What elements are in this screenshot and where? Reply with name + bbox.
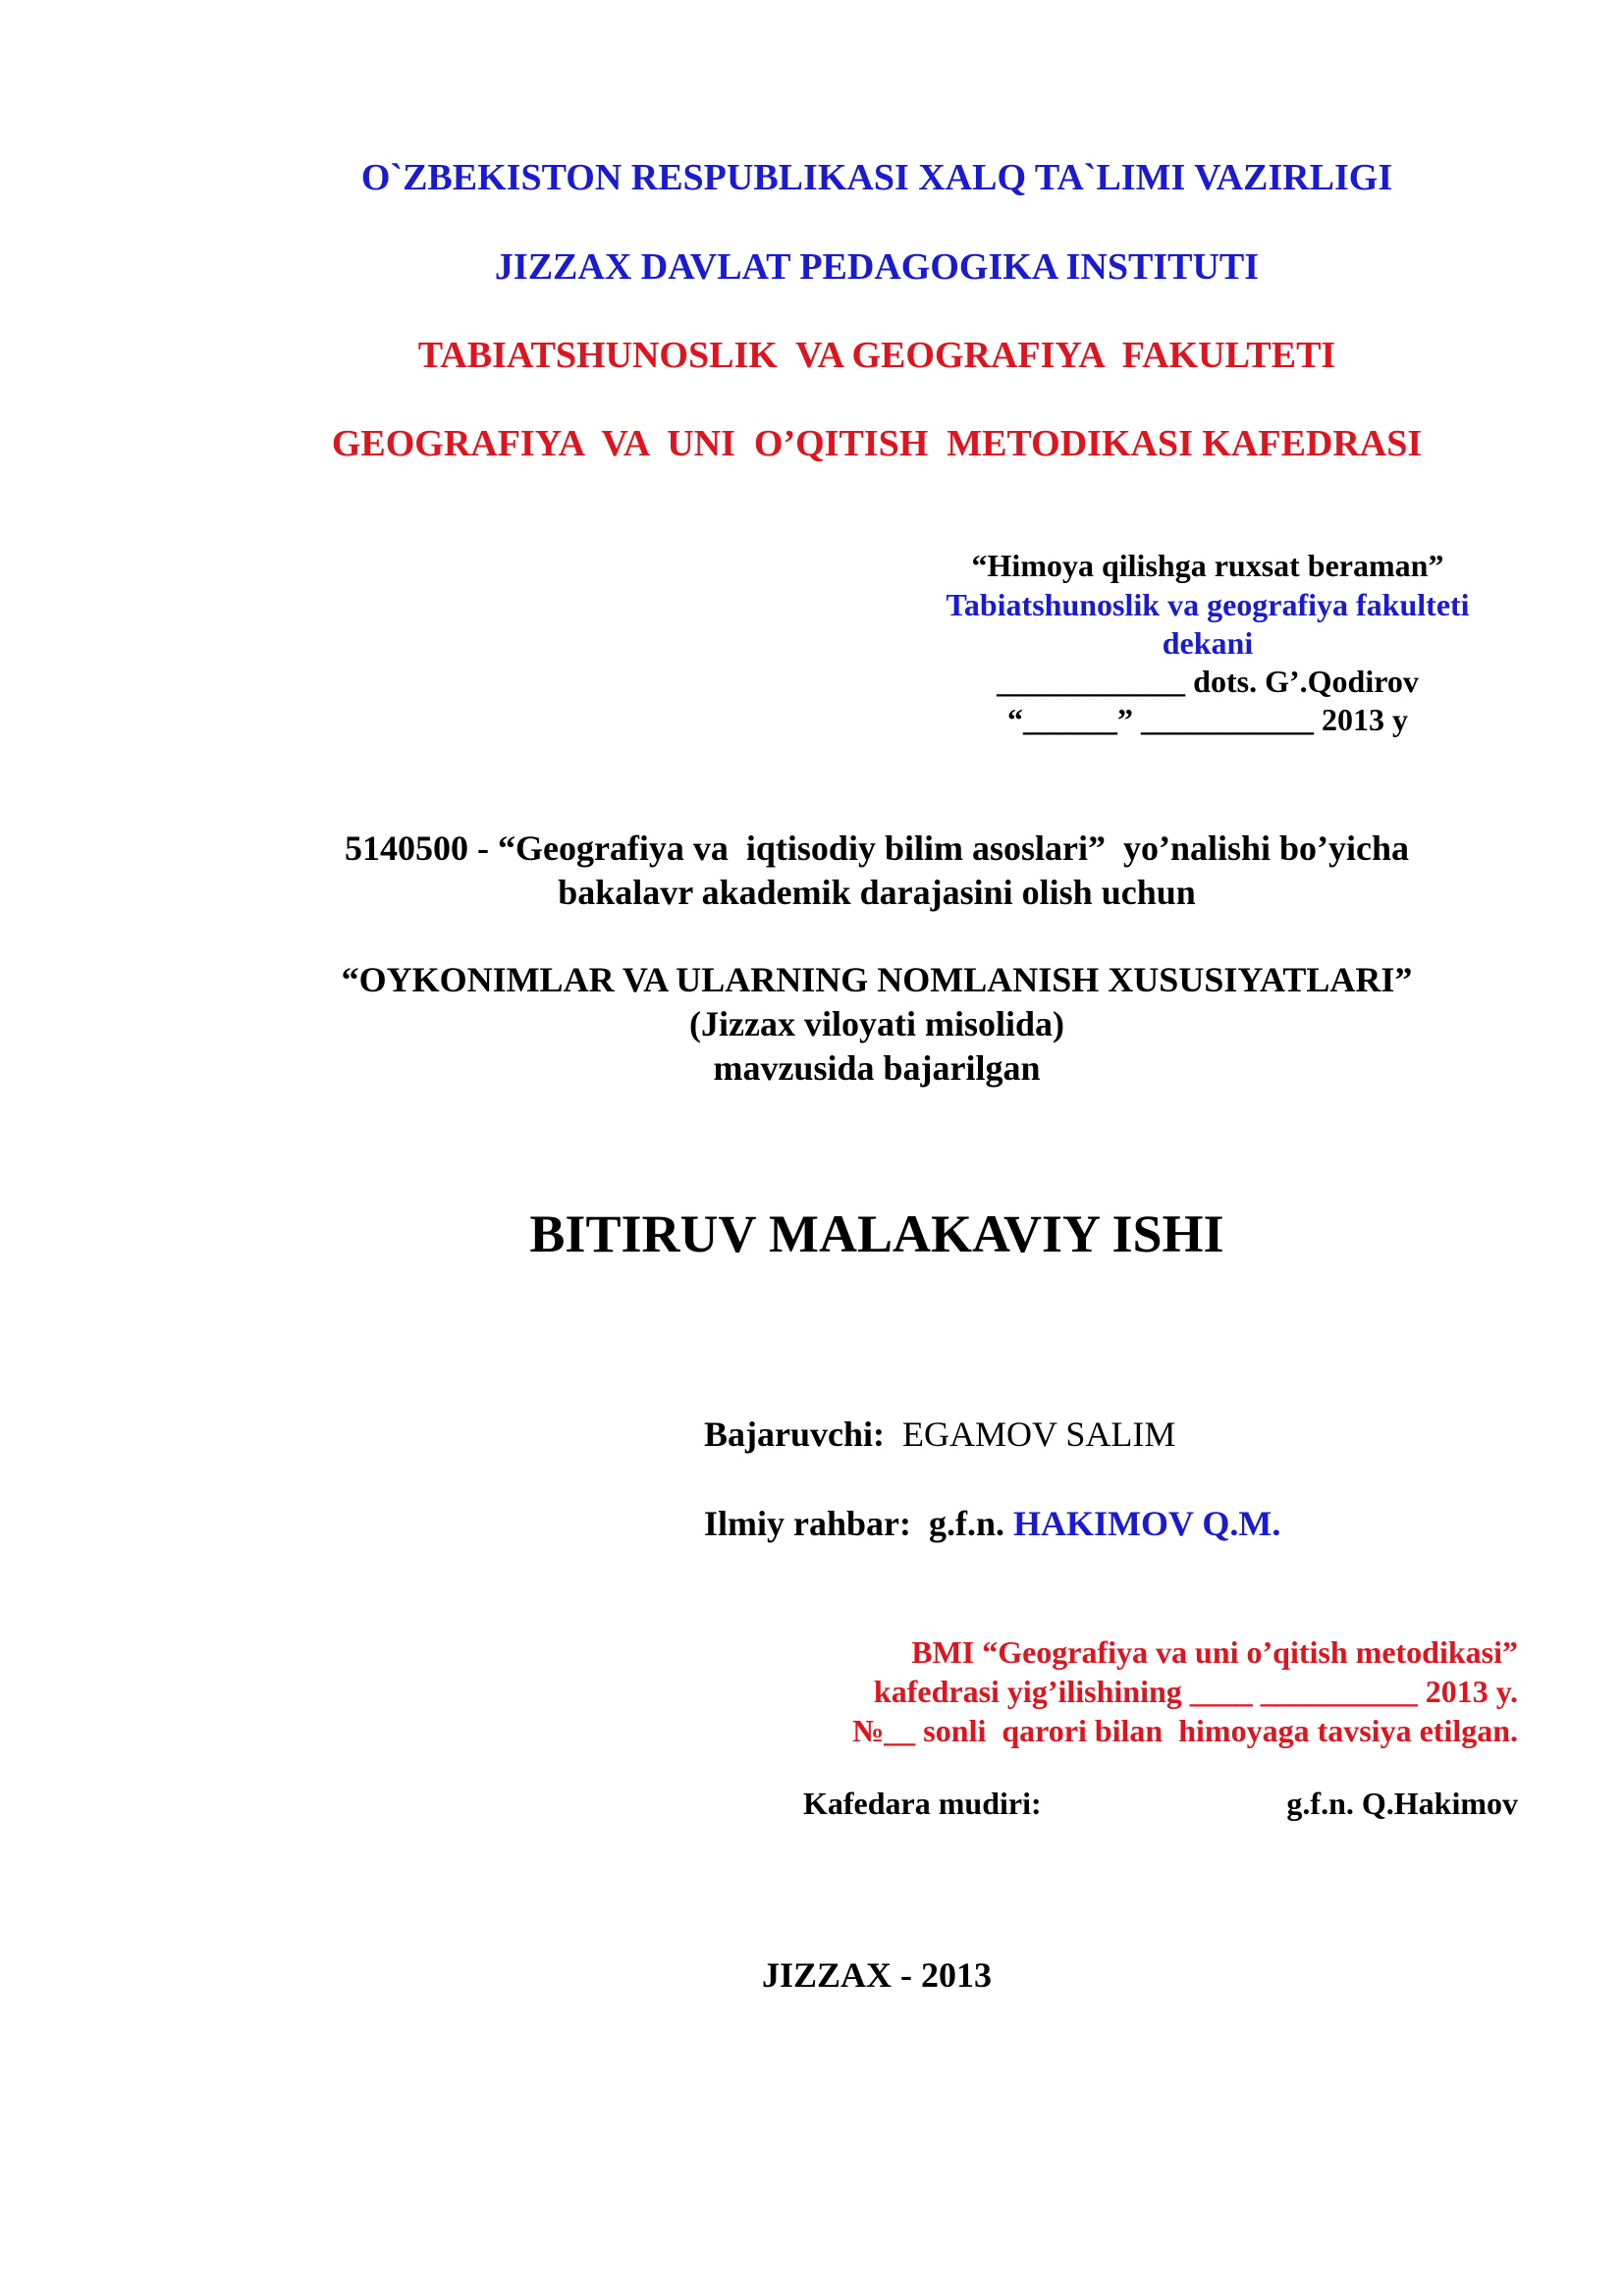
subject-topic-note: (Jizzax viloyati misolida) bbox=[689, 1004, 1064, 1043]
ministry-heading: O`ZBEKISTON RESPUBLIKASI XALQ TA`LIMI VAZIRLIGI bbox=[360, 157, 1393, 198]
performer-name: EGAMOV SALIM bbox=[902, 1415, 1176, 1454]
faculty-heading: TABIATSHUNOSLIK VA GEOGRAFIYA FAKULTETI bbox=[417, 335, 1336, 376]
supervisor-name: HAKIMOV Q.M. bbox=[1013, 1504, 1281, 1543]
subject-line1: 5140500 - “Geografiya va iqtisodiy bilim asoslari” yo’nalishi bo’yicha bbox=[344, 828, 1410, 868]
institute-heading: JIZZAX DAVLAT PEDAGOGIKA INSTITUTI bbox=[494, 246, 1260, 288]
supervisor-degree: g.f.n. bbox=[929, 1504, 1005, 1543]
recommendation-line1: BMI “Geografiya va uni o’qitish metodikasi” bbox=[911, 1634, 1518, 1670]
performer-line bbox=[704, 1416, 1175, 1452]
department-heading: GEOGRAFIYA VA UNI O’QITISH METODIKASI KAFEDRASI bbox=[331, 423, 1423, 464]
subject-completed: mavzusida bajarilgan bbox=[713, 1048, 1041, 1088]
approval-position-line2: dekani bbox=[1162, 625, 1254, 661]
head-of-department-label: Kafedara mudiri: bbox=[803, 1786, 1042, 1821]
recommendation-line3: №__ sonli qarori bilan himoyaga tavsiya etilgan. bbox=[852, 1713, 1518, 1748]
performer-label: Bajaruvchi: bbox=[704, 1415, 885, 1454]
head-of-department-name: g.f.n. Q.Hakimov bbox=[1286, 1786, 1518, 1821]
approval-date: “______” ___________ 2013 y bbox=[1007, 702, 1408, 737]
subject-line2: bakalavr akademik darajasini olish uchun bbox=[558, 873, 1196, 912]
approval-position-line1: Tabiatshunoslik va geografiya fakulteti bbox=[946, 587, 1470, 622]
supervisor-line bbox=[704, 1506, 1280, 1541]
footer-place-year: JIZZAX - 2013 bbox=[761, 1955, 993, 1995]
subject-topic: “OYKONIMLAR VA ULARNING NOMLANISH XUSUSIYATLARI” bbox=[341, 960, 1413, 999]
recommendation-line2: kafedrasi yig’ilishining ____ __________ 2013 y. bbox=[873, 1674, 1518, 1709]
approval-permit: “Himoya qilishga ruxsat beraman” bbox=[971, 548, 1444, 583]
approval-signature: ____________ dots. G’.Qodirov bbox=[997, 664, 1419, 699]
document-title: BITIRUV MALAKAVIY ISHI bbox=[529, 1204, 1224, 1263]
supervisor-label: Ilmiy rahbar: bbox=[704, 1504, 911, 1543]
